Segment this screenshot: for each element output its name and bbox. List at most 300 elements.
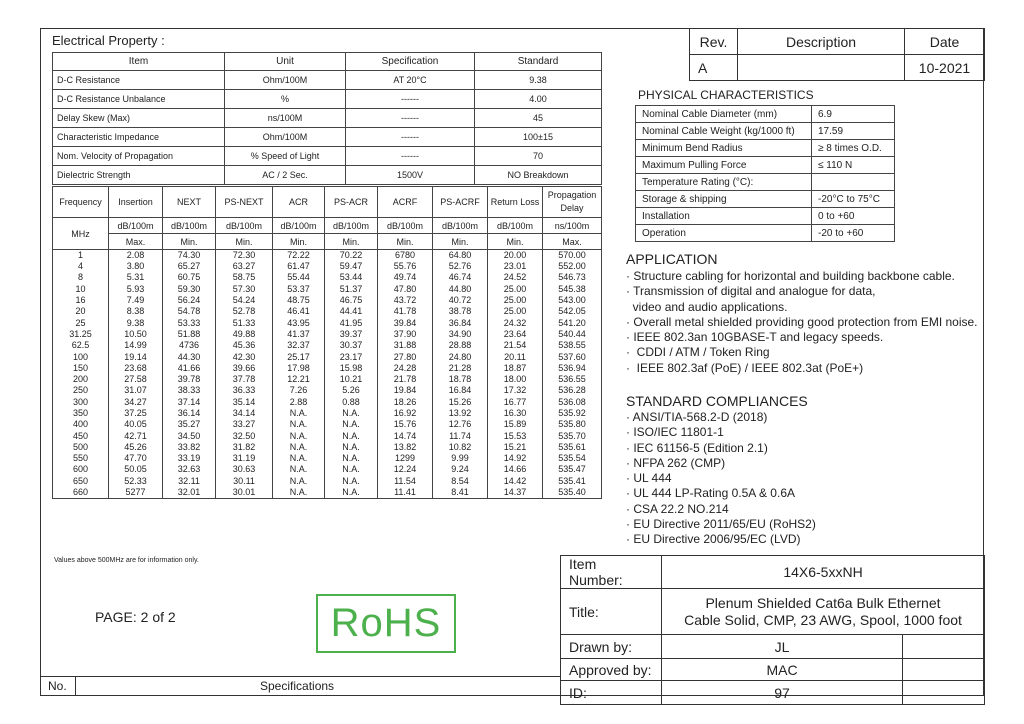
performance-value-cell: N.A. [273,408,325,419]
performance-value-cell: 15.89 [488,419,543,430]
performance-value-cell: 30.11 [216,476,273,487]
electrical-row [53,109,602,128]
performance-value-cell: 27.58 [109,374,163,385]
performance-value-cell: 39.84 [378,317,433,328]
performance-row [53,306,602,317]
performance-value-cell: 12.76 [433,419,488,430]
performance-value-cell: 23.64 [488,329,543,340]
performance-unit-cell: dB/100m [163,218,216,234]
performance-value-cell: 33.82 [163,442,216,453]
performance-value-cell: 47.80 [378,284,433,295]
performance-value-cell: 540.44 [543,329,602,340]
performance-value-cell: 31.19 [216,453,273,464]
application-item: video and audio applications. [626,299,788,314]
performance-value-cell: 536.08 [543,397,602,408]
drawn-by-label: Drawn by: [561,635,662,659]
physical-value-cell: -20°C to 75°C [812,191,895,208]
performance-value-cell: 19.84 [378,385,433,396]
application-list [626,269,978,376]
performance-value-cell: 7.49 [109,295,163,306]
performance-value-cell: 15.21 [488,442,543,453]
performance-value-cell: 34.90 [433,329,488,340]
performance-value-cell: 53.37 [273,284,325,295]
electrical-value-cell: Ohm/100M [225,128,346,147]
performance-value-cell: 10.21 [325,374,378,385]
electrical-item-cell: Dielectric Strength [53,166,225,185]
performance-value-cell: 12.24 [378,464,433,475]
performance-value-cell: 11.41 [378,487,433,499]
performance-limit-cell: Min. [488,234,543,250]
performance-value-cell: 24.28 [378,363,433,374]
performance-value-cell: 70.22 [325,250,378,262]
performance-value-cell: N.A. [273,442,325,453]
performance-value-cell: 42.30 [216,351,273,362]
performance-header-cell: Insertion [109,187,163,218]
frequency-cell: 600 [53,464,109,475]
standard-item: · IEC 61156-5 (Edition 2.1) [626,440,768,455]
performance-value-cell: 537.60 [543,351,602,362]
performance-value-cell: 33.27 [216,419,273,430]
performance-value-cell: 3.80 [109,261,163,272]
performance-value-cell: N.A. [325,442,378,453]
performance-row [53,408,602,419]
performance-limit-cell: Min. [325,234,378,250]
physical-label-cell: Temperature Rating (°C): [636,174,812,191]
standard-item: · ANSI/TIA-568.2-D (2018) [626,410,768,424]
performance-value-cell: 2.08 [109,250,163,262]
performance-value-cell: 8.38 [109,306,163,317]
performance-value-cell: 5.26 [325,385,378,396]
performance-value-cell: 543.00 [543,295,602,306]
physical-value-cell [812,174,895,191]
performance-limit-cell: Min. [273,234,325,250]
performance-row [53,419,602,430]
performance-value-cell: 9.99 [433,453,488,464]
footer-specifications-label: Specifications [260,679,335,693]
physical-characteristics-table [635,105,895,242]
performance-value-cell: 15.26 [433,397,488,408]
performance-row [53,487,602,499]
performance-value-cell: 34.27 [109,397,163,408]
performance-row [53,284,602,295]
performance-value-cell: 52.76 [433,261,488,272]
performance-value-cell: 41.78 [378,306,433,317]
performance-value-cell: 541.20 [543,317,602,328]
performance-value-cell: 40.05 [109,419,163,430]
performance-value-cell: 65.27 [163,261,216,272]
performance-header-cell: PS-ACRF [433,187,488,218]
performance-value-cell: 15.53 [488,430,543,441]
performance-value-cell: 53.33 [163,317,216,328]
performance-value-cell: 546.73 [543,272,602,283]
performance-value-cell: 63.27 [216,261,273,272]
application-item: · CDDI / ATM / Token Ring [626,345,770,360]
performance-value-cell: 64.80 [433,250,488,262]
performance-value-cell: 32.37 [273,340,325,351]
performance-value-cell: 536.94 [543,363,602,374]
frequency-cell: 450 [53,430,109,441]
performance-row [53,374,602,385]
standard-item: · UL 444 LP-Rating 0.5A & 0.6A [626,486,795,501]
performance-unit-cell: dB/100m [109,218,163,234]
performance-value-cell: 1299 [378,453,433,464]
electrical-value-cell: 1500V [346,166,475,185]
performance-value-cell: 15.76 [378,419,433,430]
performance-value-cell: 42.71 [109,430,163,441]
rohs-logo: RoHS [316,594,456,653]
performance-value-cell: 14.42 [488,476,543,487]
performance-value-cell: 55.76 [378,261,433,272]
performance-value-cell: 52.33 [109,476,163,487]
performance-value-cell: 30.01 [216,487,273,499]
performance-value-cell: 535.41 [543,476,602,487]
performance-row [53,329,602,340]
performance-value-cell: N.A. [325,464,378,475]
performance-value-cell: 0.88 [325,397,378,408]
performance-value-cell: 43.72 [378,295,433,306]
electrical-value-cell: 45 [475,109,602,128]
electrical-row [53,128,602,147]
performance-value-cell: 24.52 [488,272,543,283]
performance-value-cell: 44.80 [433,284,488,295]
performance-row [53,476,602,487]
electrical-row [53,147,602,166]
frequency-cell: 400 [53,419,109,430]
frequency-cell: 660 [53,487,109,499]
performance-value-cell: 44.41 [325,306,378,317]
approved-by-row [561,659,985,681]
performance-limit-cell: Max. [543,234,602,250]
performance-value-cell: 47.70 [109,453,163,464]
drawn-by-blank [903,635,985,659]
frequency-cell: 62.5 [53,340,109,351]
performance-value-cell: 34.14 [216,408,273,419]
performance-value-cell: 51.37 [325,284,378,295]
physical-label-cell: Maximum Pulling Force [636,157,812,174]
performance-value-cell: 58.75 [216,272,273,283]
performance-unit-cell: dB/100m [325,218,378,234]
performance-value-cell: 25.00 [488,306,543,317]
performance-limit-cell: Max. [109,234,163,250]
physical-row [636,208,895,225]
electrical-value-cell: Ohm/100M [225,71,346,90]
performance-value-cell: 54.78 [163,306,216,317]
performance-value-cell: 5.93 [109,284,163,295]
standard-item: · EU Directive 2011/65/EU (RoHS2) [626,517,816,532]
electrical-row [53,166,602,185]
performance-value-cell: 30.63 [216,464,273,475]
performance-row [53,261,602,272]
footer-column-divider [75,676,76,696]
performance-value-cell: 27.80 [378,351,433,362]
performance-value-cell: 7.26 [273,385,325,396]
performance-value-cell: 49.74 [378,272,433,283]
performance-value-cell: 12.21 [273,374,325,385]
performance-value-cell: 72.22 [273,250,325,262]
performance-value-cell: 25.00 [488,284,543,295]
physical-value-cell: ≥ 8 times O.D. [812,140,895,157]
performance-value-cell: 4736 [163,340,216,351]
performance-value-cell: 18.78 [433,374,488,385]
electrical-value-cell: AC / 2 Sec. [225,166,346,185]
performance-value-cell: 35.14 [216,397,273,408]
performance-value-cell: 46.75 [325,295,378,306]
performance-value-cell: 32.50 [216,430,273,441]
electrical-header-row [53,53,602,71]
physical-row [636,225,895,242]
performance-value-cell: 535.80 [543,419,602,430]
performance-value-cell: 44.30 [163,351,216,362]
rev-header: Rev. [690,29,738,55]
performance-value-cell: 56.24 [163,295,216,306]
frequency-cell: 20 [53,306,109,317]
performance-value-cell: N.A. [273,453,325,464]
performance-value-cell: 18.87 [488,363,543,374]
performance-value-cell: N.A. [325,476,378,487]
standard-item: · EU Directive 2006/95/EC (LVD) [626,532,801,547]
performance-row [53,453,602,464]
performance-value-cell: 19.14 [109,351,163,362]
performance-header-cell: PS-ACR [325,187,378,218]
performance-limit-cell: Min. [378,234,433,250]
frequency-cell: 250 [53,385,109,396]
title-line-2: Cable Solid, CMP, 23 AWG, Spool, 1000 foot [684,611,962,628]
performance-value-cell: 50.05 [109,464,163,475]
header-item: Item [53,53,225,71]
performance-limit-cell: Min. [433,234,488,250]
performance-value-cell: 61.47 [273,261,325,272]
page-number: PAGE: 2 of 2 [95,609,176,625]
electrical-value-cell: % [225,90,346,109]
performance-value-cell: 23.01 [488,261,543,272]
performance-value-cell: 545.38 [543,284,602,295]
physical-row [636,140,895,157]
performance-value-cell: 33.19 [163,453,216,464]
performance-row [53,363,602,374]
performance-value-cell: 37.25 [109,408,163,419]
performance-value-cell: 2.88 [273,397,325,408]
electrical-value-cell: 70 [475,147,602,166]
frequency-unit-cell: MHz [53,218,109,250]
performance-value-cell: 48.75 [273,295,325,306]
transmission-performance-table [52,186,602,499]
frequency-cell: 16 [53,295,109,306]
physical-label-cell: Storage & shipping [636,191,812,208]
electrical-value-cell: NO Breakdown [475,166,602,185]
performance-value-cell: 59.30 [163,284,216,295]
performance-value-cell: 31.07 [109,385,163,396]
performance-value-cell: 8.54 [433,476,488,487]
performance-unit-cell: dB/100m [378,218,433,234]
frequency-cell: 25 [53,317,109,328]
performance-value-cell: 37.14 [163,397,216,408]
frequency-note: Values above 500MHz are for information only. [54,557,199,564]
performance-unit-cell: dB/100m [433,218,488,234]
performance-value-cell: 32.63 [163,464,216,475]
electrical-item-cell: D-C Resistance [53,71,225,90]
performance-value-cell: 37.78 [216,374,273,385]
performance-value-cell: 41.66 [163,363,216,374]
performance-unit-cell: dB/100m [488,218,543,234]
electrical-value-cell: 9.38 [475,71,602,90]
performance-value-cell: 36.14 [163,408,216,419]
performance-value-cell: 20.11 [488,351,543,362]
performance-unit-cell: ns/100m [543,218,602,234]
performance-value-cell: 16.92 [378,408,433,419]
physical-label-cell: Installation [636,208,812,225]
performance-limit-cell: Min. [163,234,216,250]
performance-value-cell: 10.50 [109,329,163,340]
description-value [738,55,905,81]
performance-value-cell: N.A. [325,408,378,419]
performance-value-cell: 36.33 [216,385,273,396]
performance-row [53,295,602,306]
performance-value-cell: 55.44 [273,272,325,283]
electrical-value-cell: ------ [346,128,475,147]
header-specification: Specification [346,53,475,71]
performance-value-cell: 41.95 [325,317,378,328]
performance-value-cell: 24.32 [488,317,543,328]
performance-value-cell: 8.41 [433,487,488,499]
physical-value-cell: 6.9 [812,106,895,123]
performance-header-cell: Frequency [53,187,109,218]
performance-value-cell: 18.26 [378,397,433,408]
performance-value-cell: N.A. [273,476,325,487]
electrical-row [53,90,602,109]
performance-value-cell: 17.98 [273,363,325,374]
electrical-value-cell: 100±15 [475,128,602,147]
performance-value-cell: 552.00 [543,261,602,272]
performance-value-cell: 11.54 [378,476,433,487]
approved-by-blank [903,659,985,681]
frequency-cell: 150 [53,363,109,374]
performance-value-cell: 23.68 [109,363,163,374]
performance-header-cell: ACRF [378,187,433,218]
drawn-by-value: JL [662,635,903,659]
frequency-cell: 8 [53,272,109,283]
physical-value-cell: -20 to +60 [812,225,895,242]
performance-row [53,385,602,396]
performance-value-cell: 38.78 [433,306,488,317]
performance-value-cell: 5277 [109,487,163,499]
electrical-value-cell: AT 20°C [346,71,475,90]
performance-unit-cell: dB/100m [273,218,325,234]
performance-value-cell: 6780 [378,250,433,262]
frequency-cell: 4 [53,261,109,272]
electrical-value-cell: ns/100M [225,109,346,128]
performance-value-cell: 11.74 [433,430,488,441]
performance-value-cell: 23.17 [325,351,378,362]
performance-value-cell: N.A. [273,430,325,441]
performance-value-cell: 5.31 [109,272,163,283]
performance-value-cell: 52.78 [216,306,273,317]
standard-compliances-title: STANDARD COMPLIANCES [626,393,808,409]
physical-row [636,157,895,174]
revision-row [690,55,985,81]
physical-label-cell: Nominal Cable Weight (kg/1000 ft) [636,123,812,140]
frequency-cell: 550 [53,453,109,464]
electrical-item-cell: Delay Skew (Max) [53,109,225,128]
performance-value-cell: 43.95 [273,317,325,328]
performance-value-cell: 13.82 [378,442,433,453]
title-row [561,589,985,635]
electrical-value-cell: 4.00 [475,90,602,109]
performance-value-cell: 32.01 [163,487,216,499]
id-value: 97 [662,681,903,705]
performance-value-cell: 9.38 [109,317,163,328]
standard-item: · NFPA 262 (CMP) [626,455,726,470]
header-unit: Unit [225,53,346,71]
physical-row [636,123,895,140]
date-value: 10-2021 [905,55,985,81]
performance-value-cell: 31.82 [216,442,273,453]
frequency-cell: 500 [53,442,109,453]
performance-value-cell: 51.33 [216,317,273,328]
performance-value-cell: 535.61 [543,442,602,453]
electrical-item-cell: Nom. Velocity of Propagation [53,147,225,166]
performance-value-cell: N.A. [325,419,378,430]
performance-value-cell: 538.55 [543,340,602,351]
approved-by-value: MAC [662,659,903,681]
frequency-cell: 650 [53,476,109,487]
performance-value-cell: 51.88 [163,329,216,340]
physical-characteristics-title: PHYSICAL CHARACTERISTICS [638,88,814,102]
electrical-row [53,71,602,90]
performance-value-cell: 74.30 [163,250,216,262]
performance-row [53,442,602,453]
physical-row [636,191,895,208]
performance-unit-row [53,218,602,234]
frequency-cell: 1 [53,250,109,262]
performance-value-cell: 60.75 [163,272,216,283]
performance-limit-row [53,234,602,250]
frequency-cell: 200 [53,374,109,385]
performance-value-cell: N.A. [325,453,378,464]
performance-value-cell: 9.24 [433,464,488,475]
drawn-by-row [561,635,985,659]
performance-value-cell: 535.40 [543,487,602,499]
frequency-cell: 100 [53,351,109,362]
rev-value: A [690,55,738,81]
performance-row [53,351,602,362]
footer-no-label: No. [48,679,67,693]
performance-value-cell: 38.33 [163,385,216,396]
performance-row [53,340,602,351]
performance-value-cell: 34.50 [163,430,216,441]
performance-value-cell: 10.82 [433,442,488,453]
id-blank [903,681,985,705]
standard-item: · UL 444 [626,471,672,486]
performance-value-cell: 535.47 [543,464,602,475]
electrical-property-table [52,52,602,185]
performance-value-cell: 31.88 [378,340,433,351]
performance-value-cell: 36.84 [433,317,488,328]
performance-value-cell: 32.11 [163,476,216,487]
performance-header-cell: ACR [273,187,325,218]
physical-label-cell: Minimum Bend Radius [636,140,812,157]
item-number-label: Item Number: [561,556,662,589]
performance-value-cell: 45.36 [216,340,273,351]
performance-value-cell: 17.32 [488,385,543,396]
frequency-cell: 350 [53,408,109,419]
application-item: · IEEE 802.3af (PoE) / IEEE 802.3at (PoE+) [626,360,864,375]
performance-value-cell: 536.55 [543,374,602,385]
performance-limit-cell: Min. [216,234,273,250]
physical-row [636,174,895,191]
performance-value-cell: 14.99 [109,340,163,351]
performance-value-cell: 39.66 [216,363,273,374]
electrical-value-cell: ------ [346,147,475,166]
